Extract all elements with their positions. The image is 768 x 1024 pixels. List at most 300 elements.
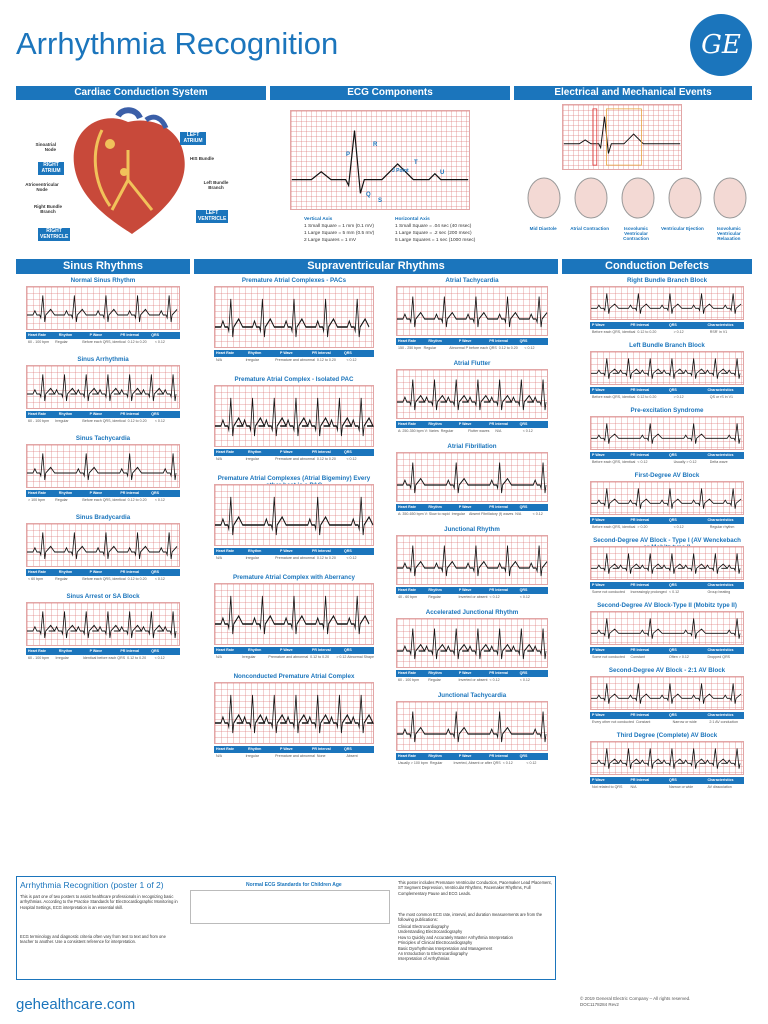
rhythm-strip	[396, 369, 548, 419]
table-cell: < 0.12	[673, 525, 684, 529]
table-cell: Regular	[428, 678, 441, 682]
table-cell: Regular	[440, 429, 454, 433]
table-header-cell: QRS	[519, 422, 528, 426]
event-label: Ventricular Ejection	[660, 226, 704, 231]
table-header-cell: QRS	[344, 549, 352, 553]
event-label: Isovolumic Ventricular Contraction	[623, 226, 649, 241]
strip-title: Sinus Arrest or SA Block	[66, 593, 140, 600]
table-header-cell: Rhythm	[58, 649, 73, 653]
table-cell: Increasingly prolonged	[630, 590, 667, 594]
table-cell: Before each QRS, identical	[82, 498, 126, 502]
table-header-cell: P Wave	[89, 491, 103, 495]
table-cell: Irregular	[245, 358, 259, 362]
strip-title: Right Bundle Branch Block	[626, 277, 708, 284]
strip-title: Atrial Flutter	[453, 360, 491, 367]
table-cell: Irregular	[245, 556, 259, 560]
table-cell: > 0.20	[637, 525, 648, 529]
strip-table	[26, 411, 180, 424]
table-cell: 0.12 to 0.20	[637, 330, 657, 334]
table-header-cell: Rhythm	[58, 333, 73, 337]
table-cell: Premature and abnormal	[268, 655, 309, 659]
table-header-cell: Heart Rate	[398, 339, 416, 343]
table-header-cell: Characteristics	[707, 778, 734, 782]
table-cell: Not related to QRS	[592, 785, 623, 789]
table-cell: Premature and abnormal	[275, 754, 315, 758]
table-header-cell: Rhythm	[428, 588, 442, 592]
table-header-cell: P Wave	[458, 505, 472, 509]
strip-table	[396, 587, 548, 600]
table-cell: 2:1 AV conduction	[709, 720, 739, 724]
table-cell: < 0.12	[154, 577, 165, 581]
strip-title: Sinus Arrhythmia	[77, 356, 129, 363]
table-cell: 0.12 to 0.20	[127, 419, 147, 423]
table-cell: Some not conducted	[592, 590, 625, 594]
strip-title: Left Bundle Branch Block	[629, 342, 705, 349]
table-cell: N/A	[515, 512, 522, 516]
rhythm-strip	[590, 611, 744, 645]
table-cell: < 0.12	[489, 678, 500, 682]
strip-table	[396, 504, 548, 517]
table-header-cell: PR Interval	[120, 649, 140, 653]
strip-title: Second-Degree AV Block - Type I (AV Wenckebach	[593, 537, 741, 544]
table-cell: Flutter waves	[468, 429, 490, 433]
table-cell: < 0.12	[519, 678, 530, 682]
strip-title: Third Degree (Complete) AV Block	[616, 732, 718, 739]
table-cell: < 0.12	[522, 429, 533, 433]
reference-list	[398, 924, 554, 962]
rhythm-strip	[396, 286, 548, 336]
table-header-cell: PR Interval	[630, 713, 650, 717]
table-cell: < 0.12	[637, 460, 648, 464]
table-cell: Before each QRS, identical	[592, 525, 636, 529]
table-cell: 0.12 to 0.20	[316, 556, 336, 560]
table-cell: 0.12 to 0.20	[127, 656, 147, 660]
table-cell: Some not conducted	[592, 655, 625, 659]
table-header-cell: PR Interval	[630, 648, 650, 652]
info-text-3: This poster includes Premature Ventricular Conduction, Pacemaker Lead Placement, ST Segment Depression, Ventricular Rhythms, Pacemaker Rhythms, Full Complementary Pause and ECG Leads.	[398, 880, 552, 896]
ecg-trace	[27, 611, 176, 638]
table-cell: Premature and abnormal	[275, 457, 315, 461]
table-header-cell: PR Interval	[312, 351, 331, 355]
strip-table	[590, 322, 744, 335]
strip-table	[396, 753, 548, 766]
strip-table	[590, 777, 744, 790]
table-cell: Group beating	[707, 590, 731, 594]
ecg-trace	[215, 497, 373, 535]
table-cell: A: 350-650 bpm V: Slow to rapid	[398, 512, 450, 516]
table-header-cell: P Wave	[592, 713, 605, 717]
table-header-cell: Characteristics	[707, 388, 734, 392]
table-header-cell: P Wave	[89, 412, 103, 416]
ecg-trace	[591, 488, 741, 508]
table-header-cell: Rhythm	[58, 412, 73, 416]
ecg-trace	[215, 695, 373, 733]
table-header-cell: PR Interval	[630, 388, 650, 392]
table-header-cell: P Wave	[592, 388, 605, 392]
table-cell: 0.12 to 0.20	[498, 346, 518, 350]
table-cell: Irregular	[55, 419, 69, 423]
table-cell: N/A	[216, 457, 222, 461]
table-header-cell: Heart Rate	[398, 422, 416, 426]
table-header-cell: P Wave	[280, 549, 293, 553]
strip-title: Premature Atrial Complexes - PACs	[241, 277, 347, 284]
table-cell: Regular	[55, 577, 68, 581]
table-header-cell: P Wave	[592, 453, 605, 457]
table-cell: A: 250-350 bpm V: Varies	[398, 429, 439, 433]
table-header-cell: Heart Rate	[398, 505, 416, 509]
rhythm-strip	[590, 546, 744, 580]
ecg-trace	[215, 398, 373, 436]
table-cell: < 0.12	[502, 761, 513, 765]
table-cell: < 0.12	[524, 346, 535, 350]
table-header-cell: PR Interval	[630, 778, 650, 782]
strip-title: Premature Atrial Complex with Aberrancy	[233, 574, 355, 581]
table-header-cell: PR Interval	[489, 671, 508, 675]
horizontal-axis-line-2: 1 Large Square = .2 sec (200 msec)	[395, 231, 472, 236]
table-header-cell: Rhythm	[248, 648, 262, 652]
table-header-cell: PR Interval	[120, 333, 140, 337]
page-title: Arrhythmia Recognition	[16, 26, 339, 61]
rhythm-strip	[396, 701, 548, 751]
strip-table	[396, 670, 548, 683]
strip-title: Sinus Tachycardia	[75, 435, 131, 442]
table-cell: Absent Fibrillatory (f) waves	[468, 512, 514, 516]
ecg-r-label: R	[373, 142, 378, 148]
table-header-cell: PR Interval	[120, 491, 140, 495]
section-defects-header: Conduction Defects	[562, 259, 752, 274]
reference-item: An Introduction to Electrocardiography	[398, 951, 468, 957]
table-cell: AV dissociation	[707, 785, 732, 789]
table-cell: Premature and abnormal	[275, 556, 315, 560]
rhythm-strip	[590, 351, 744, 385]
table-header-cell: P Wave	[458, 754, 472, 758]
vertical-axis-info	[304, 216, 374, 244]
table-header-cell: PR Interval	[120, 412, 140, 416]
strip-table	[590, 452, 744, 465]
rhythm-strip	[396, 618, 548, 668]
strip-table	[590, 582, 744, 595]
ecg-trace	[591, 293, 741, 313]
strip-table	[396, 421, 548, 434]
table-cell: Delta wave	[709, 460, 728, 464]
ecg-q-label: Q	[366, 192, 371, 198]
table-cell: > 100 bpm	[28, 498, 46, 502]
table-header-cell: P Wave	[89, 570, 103, 574]
table-cell: < 0.12	[154, 340, 165, 344]
table-cell: Irregular	[55, 656, 69, 660]
events-grid	[562, 104, 682, 170]
table-cell: < 0.12	[154, 419, 165, 423]
rhythm-strip	[26, 365, 180, 409]
label-lbb: Left Bundle Branch	[203, 180, 229, 190]
table-cell: 0.12 to 0.20	[316, 358, 336, 362]
event-label: Isovolumic Ventricular Relaxation	[716, 226, 741, 241]
table-cell: < 0.12	[526, 761, 537, 765]
table-header-cell: Heart Rate	[398, 671, 416, 675]
rhythm-strip	[590, 286, 744, 320]
table-cell: Inverted or absent	[458, 678, 488, 682]
rhythm-strip	[214, 682, 374, 744]
strip-title: Accelerated Junctional Rhythm	[425, 609, 519, 616]
label-rbb: Right Bundle Branch	[34, 204, 62, 214]
rhythm-strip	[214, 385, 374, 447]
strip-table	[396, 338, 548, 351]
table-cell: Before each QRS, identical	[592, 460, 636, 464]
table-cell: Dropped QRS	[707, 655, 731, 659]
table-cell: Often > 0.12	[669, 655, 689, 659]
reference-item: Clinical Electrocardiography	[398, 924, 449, 929]
table-cell: N/A	[216, 655, 222, 659]
table-header-cell: PR Interval	[312, 648, 331, 652]
table-header-cell: Rhythm	[58, 491, 73, 495]
table-cell: Premature and abnormal	[275, 358, 315, 362]
table-cell: Before each QRS, identical	[592, 330, 636, 334]
table-cell: N/A	[216, 556, 222, 560]
table-header-cell: QRS	[519, 588, 528, 592]
table-header-cell: Rhythm	[428, 754, 442, 758]
strip-title: Premature Atrial Complex - Isolated PAC	[234, 376, 354, 383]
strip-table	[26, 490, 180, 503]
table-cell: Regular rhythm	[709, 525, 735, 529]
ecg-s-label: S	[378, 198, 383, 204]
rhythm-strip	[214, 583, 374, 645]
rhythm-strip	[214, 484, 374, 546]
table-header-cell: PR Interval	[630, 323, 650, 327]
table-header-cell: PR Interval	[489, 339, 508, 343]
footer-url[interactable]: gehealthcare.com	[16, 996, 136, 1013]
doc-number: DOC1178284 Rev2	[580, 1002, 619, 1007]
table-cell: Every other not conducted	[592, 720, 634, 724]
strip-title: Normal Sinus Rhythm	[70, 277, 136, 284]
strip-table	[590, 647, 744, 660]
table-cell: Narrow or wide	[669, 785, 694, 789]
ecg-trace	[397, 629, 546, 659]
horizontal-axis-title: Horizontal Axis	[395, 217, 430, 222]
table-header-cell: QRS	[344, 648, 352, 652]
table-header-cell: PR Interval	[630, 583, 650, 587]
table-cell: Before each QRS, identical	[82, 419, 126, 423]
table-header-cell: P Wave	[89, 649, 103, 653]
ecg-trace	[397, 297, 547, 327]
ecg-trace	[27, 374, 176, 401]
rhythm-strip	[590, 416, 744, 450]
table-header-cell: P Wave	[458, 339, 472, 343]
table-cell: 60 - 100 bpm	[28, 656, 50, 660]
table-header-cell: Rhythm	[58, 570, 73, 574]
table-cell: Abnormal P before each QRS	[449, 346, 497, 350]
table-cell: < 0.12	[669, 590, 680, 594]
ge-logo: GE	[690, 14, 752, 76]
table-header-cell: Characteristics	[707, 323, 734, 327]
reference-item: Principles of Clinical Electrocardiography	[398, 940, 473, 946]
table-header-cell: Heart Rate	[398, 754, 416, 758]
ecg-u-label: U	[440, 170, 445, 176]
label-left-atrium: LEFT ATRIUM	[180, 132, 206, 145]
table-cell: Before each QRS, identical	[82, 340, 126, 344]
children-table	[190, 890, 390, 924]
strip-title: Premature Atrial Complexes (Atrial Bigeminy) Every	[217, 475, 371, 482]
table-header-cell: PR Interval	[312, 747, 331, 751]
table-cell: Constant	[635, 720, 651, 724]
table-cell: 0.12 to 0.20	[637, 395, 657, 399]
label-left-ventricle: LEFT VENTRICLE	[198, 210, 227, 222]
table-cell: > 0.12	[673, 330, 684, 334]
table-header-cell: Characteristics	[707, 648, 734, 652]
strip-table	[214, 548, 374, 561]
table-header-cell: QRS	[669, 323, 677, 327]
strip-title: Atrial Fibrillation	[447, 443, 497, 450]
table-header-cell: QRS	[151, 649, 159, 653]
event-label: Mid Diastole	[529, 226, 557, 231]
strip-table	[214, 647, 374, 660]
table-header-cell: Heart Rate	[216, 648, 234, 652]
strip-title: Junctional Tachycardia	[437, 692, 507, 699]
strip-title: Second-Degree AV Block-Type II (Mobitz type II)	[597, 602, 737, 609]
ecg-trace	[591, 748, 740, 768]
label-his: HIS Bundle	[190, 156, 215, 161]
table-cell: 40 - 60 bpm	[398, 595, 418, 599]
section-ecg-header: ECG Components	[270, 86, 510, 100]
table-cell: < 60 bpm	[28, 577, 44, 581]
table-cell: None	[316, 754, 326, 758]
ecg-trace	[591, 553, 740, 573]
ecg-trace	[27, 295, 177, 322]
table-header-cell: Rhythm	[428, 339, 442, 343]
strip-title: Atrial Tachycardia	[445, 277, 499, 284]
table-header-cell: P Wave	[592, 648, 605, 652]
table-cell: Regular	[55, 340, 68, 344]
table-cell: 0.12 to 0.20	[127, 340, 147, 344]
rhythm-strip	[26, 602, 180, 646]
table-cell: Regular	[428, 595, 441, 599]
ecg-t-label: T	[414, 160, 418, 166]
strip-table	[214, 746, 374, 759]
table-cell: Inverted or absent	[458, 595, 488, 599]
table-header-cell: Heart Rate	[216, 747, 234, 751]
table-cell: 0.12 to 0.20	[127, 498, 147, 502]
strip-table	[26, 332, 180, 345]
table-header-cell: QRS	[669, 453, 677, 457]
table-header-cell: P Wave	[592, 778, 605, 782]
table-header-cell: PR Interval	[489, 422, 508, 426]
ecg-trace	[397, 380, 546, 410]
table-header-cell: P Wave	[458, 671, 472, 675]
info-text-2: ECG terminology and diagnostic criteria often vary from text to text and from one teacher to another. Use a consistent reference for interpretation.	[20, 934, 166, 945]
vertical-axis-line-2: 1 Large Square = 5 mm (0.5 mV)	[304, 231, 375, 236]
table-header-cell: QRS	[519, 505, 528, 509]
section-supra-header: Supraventricular Rhythms	[194, 259, 558, 274]
table-header-cell: PR Interval	[489, 505, 508, 509]
table-cell: Usually > 100 bpm	[398, 761, 428, 765]
table-cell: 60 - 100 bpm	[398, 678, 420, 682]
ecg-trace	[27, 453, 176, 480]
rhythm-strip	[396, 535, 548, 585]
events-labels	[520, 226, 752, 241]
table-header-cell: Characteristics	[707, 518, 734, 522]
table-cell: QS or rS in V1	[709, 395, 733, 399]
reference-item: How to Quickly and Accurately Master Arrhythmia Interpretation	[398, 934, 513, 940]
ecg-trace	[591, 423, 740, 443]
table-cell: Before each QRS, identical	[592, 395, 636, 399]
horizontal-axis-info	[395, 216, 475, 244]
heart-cycle-diagram	[520, 176, 752, 220]
table-cell: Before each QRS, identical	[82, 577, 126, 581]
ecg-p-label: P	[346, 152, 351, 158]
section-electrical-header: Electrical and Mechanical Events	[514, 86, 752, 100]
table-cell: Regular	[423, 346, 437, 350]
table-header-cell: Heart Rate	[28, 412, 46, 416]
ecg-trace	[591, 358, 740, 378]
ecg-trace	[27, 532, 177, 559]
table-cell: < 0.12	[519, 595, 530, 599]
reference-item: Understanding Electrocardiography	[398, 929, 463, 935]
horizontal-axis-line-3: 5 Large Squares = 1 sec (1000 msec)	[395, 238, 476, 243]
table-header-cell: Heart Rate	[398, 588, 416, 592]
strip-table	[590, 387, 744, 400]
label-right-ventricle: RIGHT VENTRICLE	[40, 228, 69, 240]
table-cell: N/A	[216, 754, 222, 758]
table-cell: Narrow or wide	[672, 720, 697, 724]
table-header-cell: Characteristics	[707, 453, 734, 457]
table-header-cell: P Wave	[592, 518, 605, 522]
table-cell: < 0.12	[489, 595, 500, 599]
table-cell: > 0.12 Abnormal Shape	[336, 655, 374, 659]
table-header-cell: P Wave	[89, 333, 103, 337]
section-sinus-header: Sinus Rhythms	[16, 259, 190, 274]
table-header-cell: PR Interval	[630, 518, 650, 522]
table-cell: Irregular	[242, 655, 256, 659]
table-header-cell: P Wave	[280, 351, 293, 355]
strip-title: First-Degree AV Block	[634, 472, 700, 479]
table-header-cell: Heart Rate	[28, 491, 46, 495]
table-cell: < 0.12	[154, 498, 165, 502]
table-cell: Regular	[55, 498, 68, 502]
strip-table	[590, 712, 744, 725]
table-header-cell: Heart Rate	[28, 333, 46, 337]
table-cell: < 0.12	[346, 556, 357, 560]
reference-item: Basic Dysrhythmias Interpretation and Management	[398, 945, 493, 951]
children-table-title: Normal ECG Standards for Children Age	[246, 882, 342, 888]
table-cell: Absent	[346, 754, 358, 758]
section-conduction-header: Cardiac Conduction System	[16, 86, 266, 100]
table-header-cell: Heart Rate	[216, 549, 234, 553]
table-header-cell: P Wave	[280, 450, 293, 454]
table-cell: > 0.12	[673, 395, 684, 399]
strip-title: Sinus Bradycardia	[75, 514, 131, 521]
table-cell: RSR' in V1	[709, 330, 728, 334]
table-header-cell: QRS	[519, 754, 528, 758]
table-cell: Irregular	[451, 512, 465, 516]
table-cell: Irregular	[245, 754, 259, 758]
ecg-trace	[591, 618, 740, 638]
rhythm-strip	[26, 523, 180, 567]
table-header-cell: QRS	[151, 333, 159, 337]
table-header-cell: Heart Rate	[216, 450, 234, 454]
rhythm-strip	[590, 741, 744, 775]
info-text-1: This is part one of two posters to assist healthcare professionals in recognizing basic arrhythmias. According to the Practice Standards for Electrocardiographic Monitoring in Hospital Settings, ECG interpretation is an essential skill.	[20, 894, 178, 910]
strip-table	[590, 517, 744, 530]
table-header-cell: PR Interval	[312, 549, 331, 553]
table-header-cell: P Wave	[280, 648, 293, 652]
table-header-cell: QRS	[151, 491, 159, 495]
ecg-trace	[215, 299, 369, 337]
info-text-4: The most common ECG rate, interval, and duration measurements are from the following publications:	[398, 912, 543, 923]
table-cell: N/A	[495, 429, 502, 433]
table-header-cell: PR Interval	[489, 754, 508, 758]
table-header-cell: PR Interval	[630, 453, 650, 457]
table-header-cell: QRS	[519, 339, 528, 343]
table-header-cell: Characteristics	[707, 713, 734, 717]
